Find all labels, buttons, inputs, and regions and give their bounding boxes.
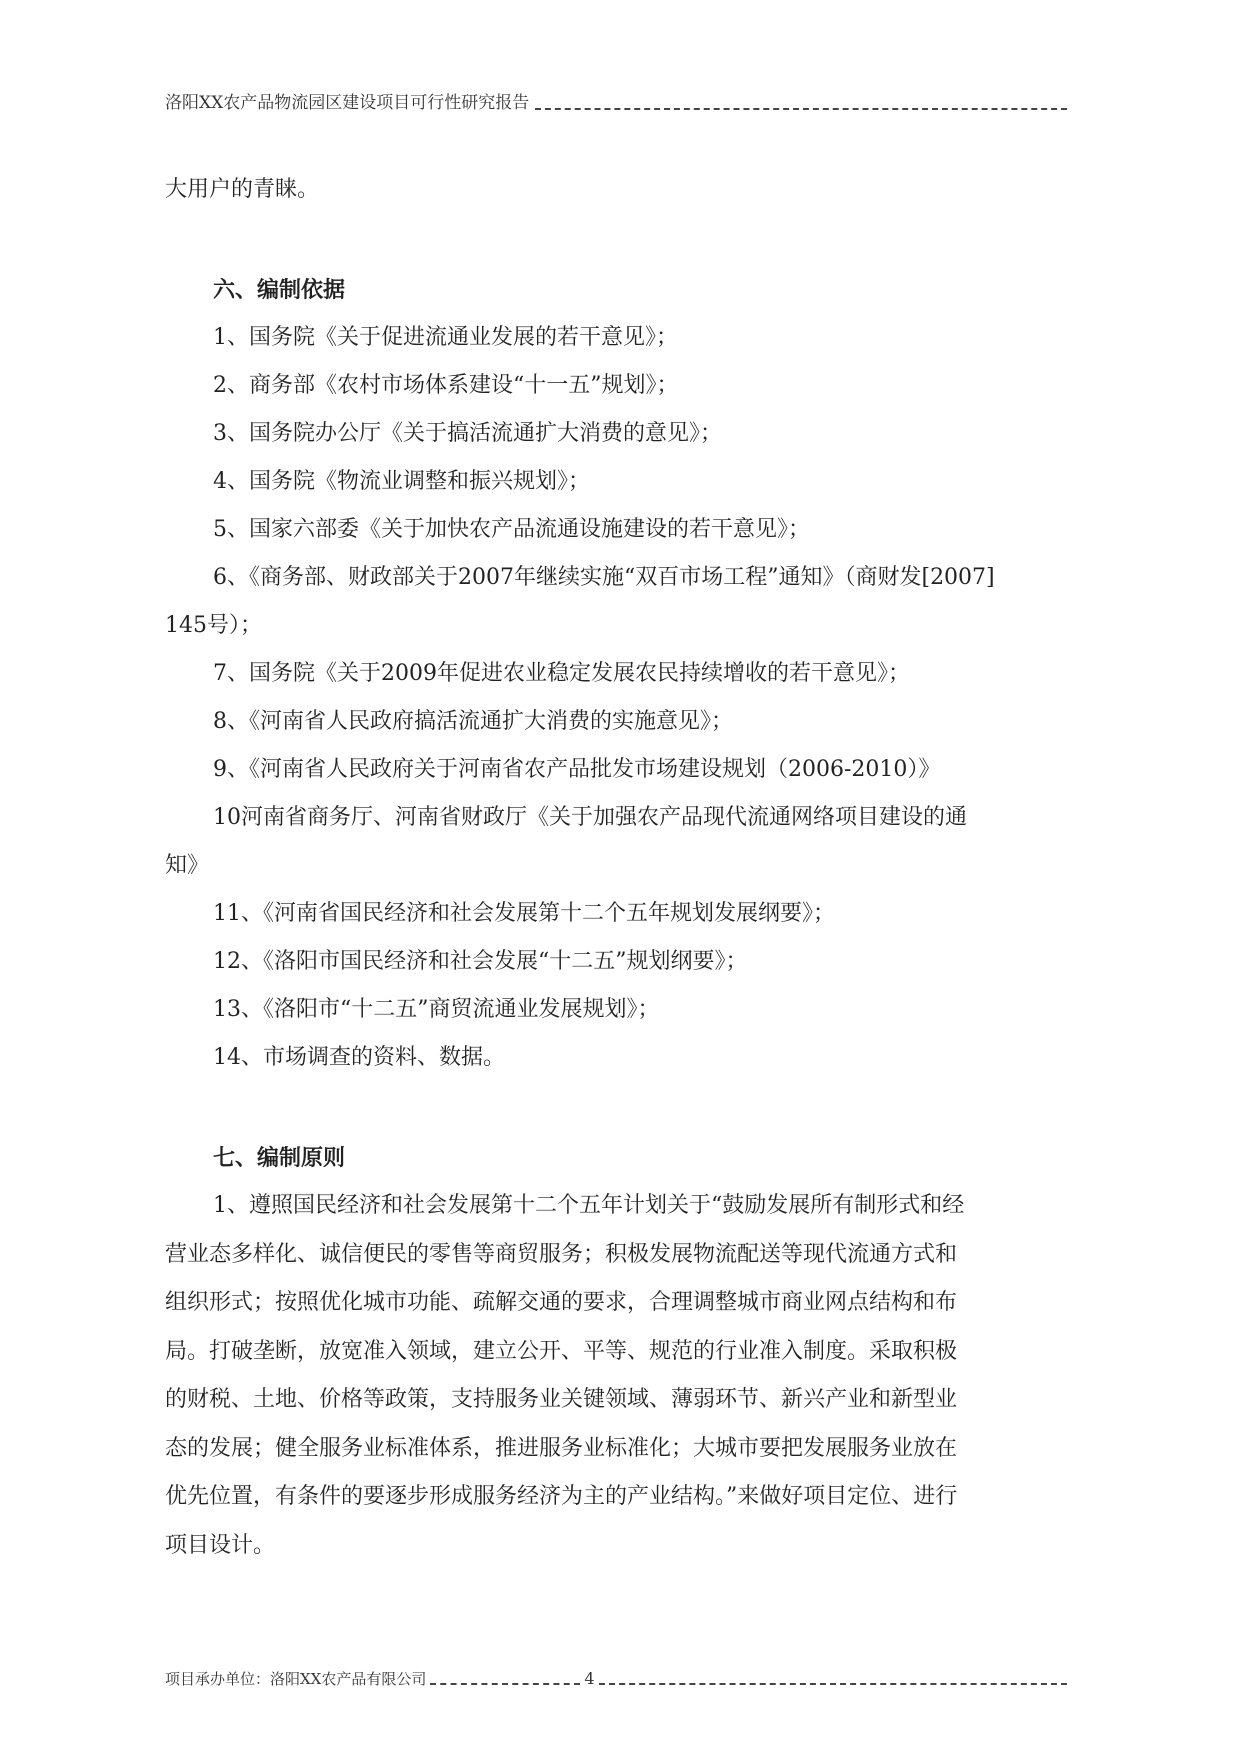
page-number: 4 <box>584 1669 595 1688</box>
footer-organization: 项目承办单位：洛阳XX农产品有限公司 <box>165 1670 427 1688</box>
carryover-text: 大用户的青睐。 <box>165 177 320 202</box>
reference-item: 1、国务院《关于促进流通业发展的若干意见》； <box>213 325 678 350</box>
principle-line: 项目设计。 <box>165 1532 276 1558</box>
reference-item: 3、国务院办公厅《关于搞活流通扩大消费的意见》； <box>213 421 722 446</box>
reference-item: 7、国务院《关于2009年促进农业稳定发展农民持续增收的若干意见》； <box>213 661 910 686</box>
reference-item-continuation: 知》 <box>165 853 210 878</box>
page-body <box>165 166 1075 1570</box>
footer-dashed-rule-right <box>599 1683 1067 1685</box>
reference-item: 9、《河南省人民政府关于河南省农产品批发市场建设规划（2006-2010）》 <box>213 757 941 782</box>
principle-line: 营业态多样化、诚信便民的零售等商贸服务；积极发展物流配送等现代流通方式和 <box>165 1241 958 1267</box>
page-footer <box>165 1665 1067 1689</box>
footer-dashed-rule-left <box>430 1683 580 1685</box>
header-title: 洛阳XX农产品物流园区建设项目可行性研究报告 <box>165 93 530 113</box>
principle-line: 的财税、土地、价格等政策，支持服务业关键领域、薄弱环节、新兴产业和新型业 <box>165 1387 958 1412</box>
principle-line: 态的发展；健全服务业标准体系，推进服务业标准化；大城市要把发展服务业放在 <box>165 1435 958 1461</box>
page-header <box>165 88 1067 114</box>
reference-item: 8、《河南省人民政府搞活流通扩大消费的实施意见》； <box>213 709 733 734</box>
reference-item-continuation: 145号）； <box>165 613 262 638</box>
principle-line: 局。打破垄断，放宽准入领域，建立公开、平等、规范的行业准入制度。采取积极 <box>165 1338 958 1364</box>
principle-line: 优先位置，有条件的要逐步形成服务经济为主的产业结构。”来做好项目定位、进行 <box>165 1484 958 1509</box>
reference-item: 14、市场调查的资料、数据。 <box>213 1045 505 1070</box>
spacer <box>165 1082 1075 1134</box>
header-dashed-rule <box>535 108 1067 110</box>
reference-item: 13、《洛阳市“十二五”商贸流通业发展规划》； <box>213 997 660 1022</box>
principle-line: 1、遵照国民经济和社会发展第十二个五年计划关于“鼓励发展所有制形式和经 <box>213 1193 965 1218</box>
spacer <box>165 214 1075 266</box>
principle-line: 组织形式；按照优化城市功能、疏解交通的要求，合理调整城市商业网点结构和布 <box>165 1290 958 1315</box>
reference-item: 2、商务部《农村市场体系建设“十一五”规划》； <box>213 373 679 398</box>
reference-item: 10河南省商务厅、河南省财政厅《关于加强农产品现代流通网络项目建设的通 <box>213 805 967 830</box>
reference-item: 12、《洛阳市国民经济和社会发展“十二五”规划纲要》； <box>213 949 748 974</box>
reference-item: 5、国家六部委《关于加快农产品流通设施建设的若干意见》； <box>213 517 810 542</box>
reference-item: 6、《商务部、财政部关于2007年继续实施“双百市场工程”通知》（商财发[2007] <box>213 565 995 590</box>
reference-item: 11、《河南省国民经济和社会发展第十二个五年规划发展纲要》； <box>213 901 835 926</box>
section-heading-7: 七、编制原则 <box>213 1145 346 1171</box>
reference-item: 4、国务院《物流业调整和振兴规划》； <box>213 469 590 494</box>
section-heading-6: 六、编制依据 <box>213 277 346 303</box>
